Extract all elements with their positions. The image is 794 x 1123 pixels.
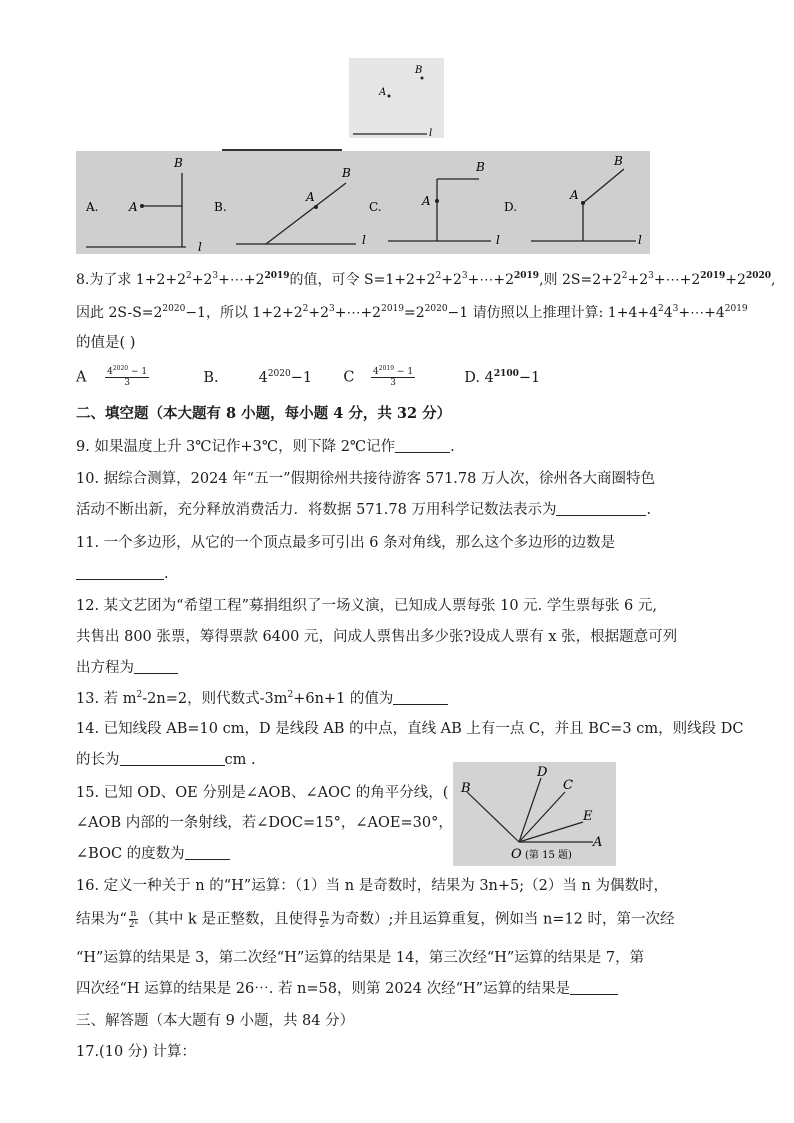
point-b-dot — [421, 77, 424, 80]
q8-line1: 8.为了求 $1+2+2^2+2^3+\cdots+2^{2019}$的值，可令 $S=1+2+2^2+2^3+\cdots+2^{2019}$,则 $2S=2+2^2+2^3+\cdots+2^{2019}+2^{2020}$, — [76, 271, 776, 288]
option-c-letter: C. — [369, 200, 382, 214]
q8-opt-d: D. $4^{2100}-1$ — [464, 368, 541, 386]
option-d-p1: A — [570, 188, 579, 202]
q8-line3: 的值是( ) — [76, 335, 136, 351]
q15-label-e: E — [583, 809, 593, 824]
q15-label-b: B — [461, 781, 471, 796]
ray-ob — [467, 792, 519, 842]
q15-label-o: O — [511, 847, 522, 862]
q9: 9. 如果温度上升 3℃记作+3℃，则下降 2℃记作 . — [76, 439, 455, 455]
q14-line2: 的长为 cm . — [76, 752, 256, 768]
option-a-p2: B — [174, 156, 183, 170]
q13: 13. 若 $m^2-2n=2$，则代数式$-3m^2+6n+1$ 的值为 — [76, 689, 448, 709]
q16-answer-blank[interactable] — [570, 980, 618, 995]
q14-answer-blank[interactable] — [120, 751, 225, 766]
q12-line3: 出方程为 — [76, 658, 178, 678]
option-d-l: l — [638, 233, 642, 247]
q12-answer-blank[interactable] — [134, 659, 178, 674]
q17: 17.(10 分) 计算： — [76, 1044, 197, 1060]
point-a-dot — [388, 95, 391, 98]
q16-fraction-2: $\frac{n}{\text{2ᵏ}}$ — [319, 909, 329, 930]
option-c-p2: B — [476, 160, 485, 174]
q15-label-d: D — [537, 765, 548, 780]
option-b-point — [314, 205, 318, 209]
q15-figure-svg — [453, 762, 616, 866]
point-a-label: A — [379, 87, 387, 98]
option-d-letter: D. — [504, 200, 518, 214]
q15-line3: ∠BOC 的度数为 — [76, 844, 230, 864]
options-figure — [76, 151, 650, 254]
q15-caption: (第 15 题) — [525, 850, 572, 861]
q10-line2: 活动不断出新，充分释放消费活力．将数据 571.78 万用科学记数法表示为 . — [76, 502, 652, 518]
option-a-point — [140, 204, 144, 208]
q16-line4: 四次经“H 运算的结果是 26⋯. 若 n=58，则第 2024 次经“H”运算的结果是 — [76, 979, 618, 999]
option-c-point — [435, 199, 439, 203]
q15-figure — [453, 762, 616, 866]
option-b-p1: A — [306, 190, 315, 204]
q15-answer-blank[interactable] — [185, 845, 230, 860]
q8-opt-a-fraction: $\frac{4^{2020} - 1}{3}$ — [107, 365, 148, 388]
option-c-p1: A — [422, 194, 431, 208]
q11-answer-blank[interactable] — [76, 565, 164, 580]
options-figure-svg — [76, 151, 650, 254]
q9-answer-blank[interactable] — [395, 438, 450, 453]
q8-options — [76, 367, 540, 388]
q15-label-c: C — [563, 778, 573, 793]
q16-line3: “H”运算的结果是 3，第二次经“H”运算的结果是 14，第三次经“H”运算的结果是 7，第 — [76, 950, 645, 966]
option-d-point — [581, 201, 585, 205]
ray-od — [519, 778, 541, 842]
section2-heading: 二、填空题（本大题有 8 小题，每小题 4 分，共 32 分） — [76, 405, 452, 422]
option-b-p2: B — [342, 166, 351, 180]
q14-line1: 14. 已知线段 AB=10 cm，D 是线段 AB 的中点，直线 AB 上有一点 C，并且 BC=3 cm，则线段 DC — [76, 721, 744, 737]
q10-line1: 10. 据综合测算，2024 年“五一”假期徐州共接待游客 571.78 万人次，徐州各大商圈特色 — [76, 471, 655, 487]
q8-opt-c-letter: C — [343, 369, 355, 386]
q12-line2: 共售出 800 张票，筹得票款 6400 元，问成人票售出多少张?设成人票有 x 张，根据题意可列 — [76, 629, 678, 645]
option-d-p2: B — [614, 154, 623, 168]
option-c-l: l — [496, 233, 500, 247]
top-figure-svg — [349, 58, 444, 138]
option-a-p1: A — [129, 200, 138, 214]
q8-opt-a-letter: A — [76, 369, 87, 386]
q15-line2: ∠AOB 内部的一条射线，若∠DOC=15°，∠AOE=30°， — [76, 815, 453, 831]
q12-line1: 12. 某文艺团为“希望工程”募捐组织了一场义演，已知成人票每张 10 元. 学生票每张 6 元, — [76, 598, 657, 614]
option-b-letter: B. — [214, 200, 227, 214]
top-figure — [349, 58, 444, 138]
q11-line2: . — [76, 564, 169, 584]
q16-fraction: $\frac{n}{\text{2ᵏ}}$ — [128, 909, 138, 930]
section3-heading: 三、解答题（本大题有 9 小题，共 84 分） — [76, 1013, 355, 1029]
point-b-label: B — [415, 65, 423, 76]
option-a-letter: A. — [86, 200, 99, 214]
q10-answer-blank[interactable] — [556, 501, 646, 516]
q16-line2: 结果为“ $\frac{n}{\text{2ᵏ}}$ （其中 k 是正整数，且使得 $\frac{n}{\text{2ᵏ}}$ 为奇数）;并且运算重复，例如当 n=12 时，第一次经 — [76, 909, 675, 930]
q8-line2: 因此 $2S-S=2^{2020}-1$，所以 $1+2+2^2+2^3+\cdots+2^{2019}=2^{2020}-1$ 请仿照以上推理计算: $1+4+4^24^3+\cdots+4^{2019}$ — [76, 304, 748, 321]
q8-opt-c-fraction: $\frac{4^{2019} - 1}{3}$ — [373, 365, 414, 388]
q15-line1: 15. 已知 OD、OE 分别是∠AOB、∠AOC 的角平分线，( — [76, 785, 449, 801]
option-d-segment — [583, 169, 624, 203]
q13-answer-blank[interactable] — [393, 690, 448, 705]
option-a-l: l — [198, 240, 202, 254]
q15-label-a: A — [593, 835, 603, 850]
q16-line1: 16. 定义一种关于 n 的“H”运算：（1）当 n 是奇数时，结果为 3n+5;（2）当 n 为偶数时， — [76, 878, 668, 894]
q8-opt-b: B. $4^{2020}-1$ — [203, 368, 313, 386]
q11-line1: 11. 一个多边形，从它的一个顶点最多可引出 6 条对角线，那么这个多边形的边数是 — [76, 535, 616, 551]
line-l-label: l — [429, 128, 433, 138]
option-b-l: l — [362, 233, 366, 247]
